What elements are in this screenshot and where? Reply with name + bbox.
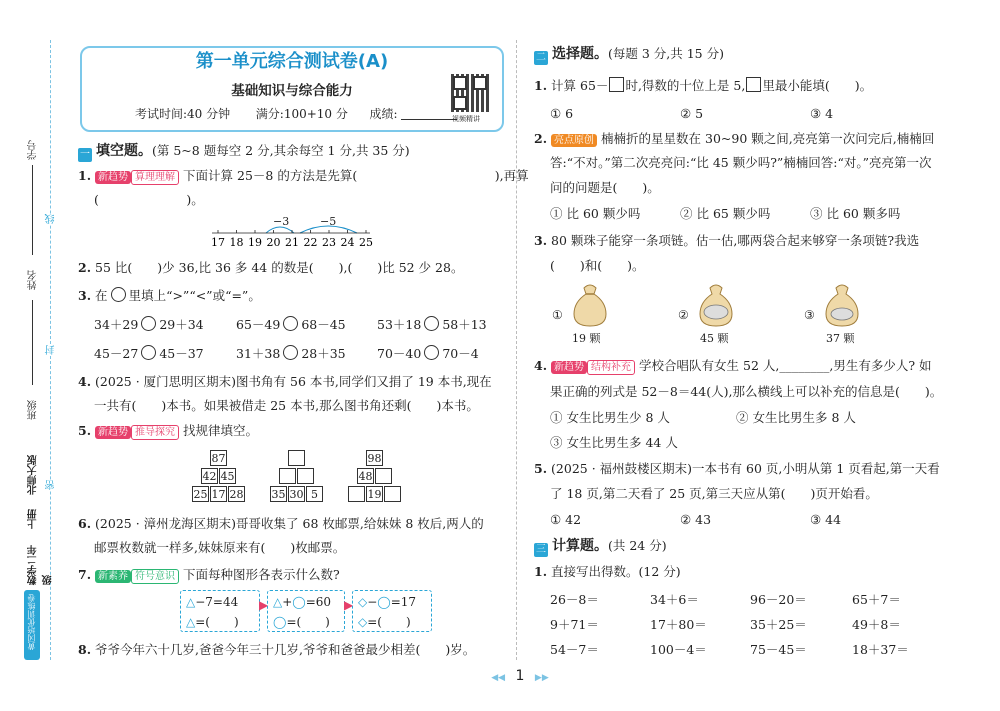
calc-item[interactable]: 65＋7＝ [852, 592, 901, 607]
s2-q5-line2: 了 18 页,第二天看了 25 页,第三天应从第( )页开始看。 [550, 486, 878, 501]
symbol-box-2 [267, 590, 345, 632]
s2-q3-line1 [534, 233, 919, 249]
sidebar-book-main: 数学二年级 [28, 545, 54, 585]
s1-q3-number: 3. [78, 288, 92, 303]
pyramid-1 [192, 450, 248, 506]
pyr-cell-blank[interactable] [297, 468, 314, 484]
compare-left: 70－40 [377, 346, 422, 361]
number-line-label: 18 [229, 236, 244, 249]
s2-q5-line1 [534, 461, 940, 477]
bead-bag-icon [694, 282, 738, 328]
compare-row-1c [377, 316, 487, 333]
qr-code[interactable] [451, 74, 489, 112]
calc-item[interactable]: 54－7＝ [550, 642, 599, 657]
s1-q1-line1 [78, 168, 529, 185]
sidebar-line-xingming [32, 300, 33, 385]
s1-q7-number: 7. [78, 567, 92, 582]
number-line-label: 17 [211, 236, 225, 249]
compare-row-1 [94, 316, 204, 333]
s2-q2-option[interactable]: ② 比 65 颗少吗 [680, 206, 771, 221]
number-line-label: 24 [340, 236, 355, 249]
s1-q1-tag-trend: 新趋势 [95, 171, 131, 184]
number-line-label: 25 [359, 236, 373, 249]
s2-q4-line2: 果正确的列式是 52－8＝44(人),那么横线上可以补充的信息是( )。 [550, 384, 943, 399]
s2-q1-text-c: 里最小能填( )。 [762, 78, 873, 93]
s2-q4-text: 学校合唱队有女生 52 人,________,男生有多少人? 如 [639, 358, 932, 373]
s1-q2 [78, 260, 463, 276]
s2-q1-option[interactable]: ③ 4 [810, 106, 834, 121]
exam-result-field[interactable] [401, 119, 457, 120]
jump-label-3: −3 [273, 215, 290, 228]
sidebar-label-banji: 班级 [28, 400, 39, 420]
s2-q4-option[interactable]: ① 女生比男生少 8 人 [550, 410, 670, 425]
s2-q2-line1 [534, 131, 934, 147]
s2-q4-option[interactable]: ② 女生比男生多 8 人 [736, 410, 856, 425]
sidebar-label-xuehao: 学号 [28, 140, 39, 160]
section3-title: 计算题。 [552, 538, 608, 554]
s1-q6-text: (2025 · 漳州龙海区期末)哥哥收集了 68 枚邮票,给妹妹 8 枚后,两人的 [95, 516, 484, 531]
s1-q2-text: 55 比( )少 36,比 36 多 44 的数是( ),( )比 52 少 28。 [95, 260, 464, 275]
exam-time: 考试时间:40 分钟 [135, 107, 231, 121]
compare-left: 53＋18 [377, 317, 422, 332]
pyr-cell: 45 [220, 470, 235, 483]
diamond-icon: ◇ [358, 615, 368, 629]
calc-item[interactable]: 9＋71＝ [550, 617, 599, 632]
sidebar-line-xuehao [32, 165, 33, 255]
bag-mark: ③ [804, 308, 815, 322]
s3-q1-text: 直接写出得数。(12 分) [551, 564, 681, 579]
s1-q8-number: 8. [78, 642, 92, 657]
compare-row-2c [377, 345, 479, 362]
pyr-cell: 19 [367, 488, 382, 501]
section2-icon: 二 [536, 52, 546, 63]
s3-q1 [534, 564, 681, 580]
bag-count: 19 颗 [572, 332, 601, 345]
qr-caption: 视频精讲 [452, 115, 480, 123]
calc-item[interactable]: 34＋6＝ [650, 592, 699, 607]
circle-icon: ◯ [273, 615, 287, 629]
s1-q7-tag-literacy: 新素养 [95, 570, 131, 583]
sidebar-mark-xian: 线 [46, 214, 57, 224]
s1-q1-line2: ( )。 [94, 192, 204, 207]
page-footer [480, 668, 560, 684]
compare-circle[interactable] [283, 345, 298, 360]
page-title: 第一单元综合测试卷(A) [195, 51, 389, 72]
jump-label-5: −5 [320, 215, 337, 228]
triangle-icon: △ [186, 615, 196, 629]
compare-right: 28＋35 [301, 346, 346, 361]
pyr-cell-blank[interactable] [384, 486, 401, 502]
section3-note: (共 24 分) [608, 538, 667, 553]
s1-q2-number: 2. [78, 260, 92, 275]
compare-circle[interactable] [424, 316, 439, 331]
s2-q2-option[interactable]: ① 比 60 颗少吗 [550, 206, 641, 221]
s1-q1-tag-topic: 算理理解 [131, 170, 179, 185]
s1-q5-number: 5. [78, 423, 92, 438]
box2-answer[interactable]: =( ) [286, 615, 330, 629]
pyr-cell: 98 [367, 452, 382, 465]
diamond-icon: ◇ [358, 595, 368, 609]
number-line [210, 211, 380, 251]
number-line-label: 19 [248, 236, 262, 249]
calc-item[interactable]: 100－4＝ [650, 642, 707, 657]
pyr-cell: 35 [271, 488, 286, 501]
exam-score: 满分:100+10 分 [255, 107, 348, 121]
section2-header [534, 46, 724, 65]
prev-page-icon: ◀◀ [491, 673, 506, 683]
pyr-cell: 42 [202, 470, 217, 483]
section1-icon: 一 [80, 149, 90, 160]
pyramid-3 [348, 450, 404, 506]
s2-q1-number: 1. [534, 78, 548, 93]
s2-q4-tag-trend: 新趋势 [551, 361, 587, 374]
s2-q5-option[interactable]: ① 42 [550, 512, 582, 527]
s1-q7-tag-topic: 符号意识 [131, 569, 179, 584]
arrow-icon: ▶ [344, 598, 354, 612]
s2-q4-option[interactable]: ③ 女生比男生多 44 人 [550, 435, 678, 450]
calc-item[interactable]: 26－8＝ [550, 592, 599, 607]
s1-q3-text-post: 里填上“>”“<”或“=”。 [128, 288, 261, 303]
pyr-cell: 17 [211, 488, 226, 501]
compare-row-1b [236, 316, 346, 333]
s1-q3-text-pre: 在 [95, 288, 108, 303]
number-line-label: 20 [266, 236, 281, 249]
pyramid-2 [270, 450, 326, 506]
number-line-label: 22 [303, 236, 318, 249]
bag-count: 37 颗 [826, 332, 855, 345]
s2-q3-text: 80 颗珠子能穿一条项链。估一估,哪两袋合起来够穿一条项链?我选 [551, 233, 920, 248]
s1-q4-line2: 一共有( )本书。如果被借走 25 本书,那么图书角还剩( )本书。 [94, 398, 479, 413]
pyr-cell: 25 [193, 488, 208, 501]
section3-icon: 三 [536, 544, 546, 555]
circle-icon: ◯ [292, 595, 306, 609]
calc-item[interactable]: 96－20＝ [750, 592, 807, 607]
symbol-box-1 [180, 590, 260, 632]
next-page-icon: ▶▶ [534, 673, 549, 683]
s2-q5-text: (2025 · 福州鼓楼区期末)一本书有 60 页,小明从第 1 页看起,第一天看 [551, 461, 940, 476]
bag-mark: ② [678, 308, 689, 322]
binding-sidebar [0, 0, 70, 711]
s2-q1-text-a: 计算 65－ [551, 78, 609, 93]
s1-q4-number: 4. [78, 374, 92, 389]
s2-q1-option[interactable]: ① 6 [550, 106, 574, 121]
s2-q5-number: 5. [534, 461, 548, 476]
s1-q5-tag-topic: 推导探究 [131, 425, 179, 440]
exam-result-label: 成绩: [369, 107, 398, 121]
section2-note: (每题 3 分,共 15 分) [608, 46, 724, 61]
section1-note: (第 5~8 题每空 2 分,其余每空 1 分,共 35 分) [152, 143, 410, 158]
s1-q8-text: 爷爷今年六十几岁,爸爸今年三十几岁,爷爷和爸爸最少相差( )岁。 [95, 642, 476, 657]
sidebar-mark-feng: 封 [46, 345, 57, 355]
s1-q5-text: 找规律填空。 [183, 423, 259, 438]
s2-q3-number: 3. [534, 233, 548, 248]
pyr-cell-blank[interactable] [375, 468, 392, 484]
circle-icon: ◯ [377, 595, 391, 609]
s1-q8 [78, 642, 475, 658]
exam-meta [135, 105, 457, 122]
box2-eq: =60 [305, 595, 332, 609]
arrow-icon: ▶ [259, 598, 269, 612]
calc-item[interactable]: 17＋80＝ [650, 617, 707, 632]
s2-q1-text-b: 时,得数的十位上是 5, [625, 78, 746, 93]
s2-q1-option[interactable]: ② 5 [680, 106, 704, 121]
bag-option-2[interactable] [678, 282, 758, 344]
square-blank[interactable] [609, 77, 624, 92]
circle-icon [111, 287, 126, 302]
s1-q7-text: 下面每种图形各表示什么数? [183, 567, 340, 582]
page-number: 1 [515, 668, 525, 684]
s1-q3 [78, 287, 261, 304]
s2-q4-line1 [534, 358, 932, 375]
sidebar-mark-mi: 密 [46, 480, 57, 490]
section1-header [78, 143, 410, 162]
compare-left: 34＋29 [94, 317, 139, 332]
compare-right: 68－45 [301, 317, 346, 332]
s1-q5-tag-trend: 新趋势 [95, 426, 131, 439]
s2-q4-tag-topic: 结构补充 [587, 360, 635, 375]
bead-bag-icon [568, 282, 612, 328]
number-line-label: 21 [285, 236, 299, 249]
section1-title: 填空题。 [96, 143, 152, 159]
triangle-icon: △ [186, 595, 196, 609]
s2-q2-number: 2. [534, 131, 548, 146]
pyr-cell: 30 [289, 488, 304, 501]
triangle-icon: △ [273, 595, 283, 609]
s2-q5-option[interactable]: ② 43 [680, 512, 712, 527]
calc-item[interactable]: 18＋37＝ [852, 642, 909, 657]
compare-right: 29＋34 [159, 317, 204, 332]
square-blank[interactable] [746, 77, 761, 92]
s1-q6-line1 [78, 516, 484, 532]
s2-q4-number: 4. [534, 358, 548, 373]
s3-q1-number: 1. [534, 564, 548, 579]
section2-title: 选择题。 [552, 46, 608, 62]
sidebar-brand: 黄冈培优训练卷 [27, 594, 36, 650]
number-line-label: 23 [322, 236, 336, 249]
s1-q7 [78, 567, 340, 584]
compare-circle[interactable] [141, 316, 156, 331]
box1-eq: −7=44 [195, 595, 239, 609]
s2-q2-option[interactable]: ③ 比 60 颗多吗 [810, 206, 901, 221]
calc-item[interactable]: 75－45＝ [750, 642, 807, 657]
box1-answer[interactable]: =( ) [195, 615, 239, 629]
page-subtitle: 基础知识与综合能力 [231, 83, 353, 99]
bag-count: 45 颗 [700, 332, 729, 345]
compare-circle[interactable] [141, 345, 156, 360]
bag-option-1[interactable] [552, 282, 632, 344]
pyr-cell: 5 [306, 486, 323, 502]
pyr-cell-blank[interactable] [288, 450, 305, 466]
compare-row-2b [236, 345, 346, 362]
box3-op: − [367, 595, 378, 609]
compare-left: 65－49 [236, 317, 281, 332]
s2-q3-line2: ( )和( )。 [550, 258, 645, 273]
s2-q2-line2: 答:“不对。”第二次亮亮问:“比 45 颗少吗?”楠楠回答:“对。”亮亮第一次 [550, 155, 932, 170]
compare-row-2 [94, 345, 204, 362]
s2-q2-text: 楠楠折的星星数在 30~90 颗之间,亮亮第一次问完后,楠楠回 [601, 131, 935, 146]
box3-answer[interactable]: =( ) [367, 615, 411, 629]
s2-q5-option[interactable]: ③ 44 [810, 512, 842, 527]
s1-q1-text: 下面计算 25－8 的方法是先算( ),再算 [183, 168, 529, 183]
bead-bag-icon [820, 282, 864, 328]
sidebar-book-version: 北师大版 [28, 455, 39, 495]
sidebar-label-xingming: 姓名 [28, 270, 39, 290]
compare-circle[interactable] [424, 345, 439, 360]
pyr-cell: 48 [358, 470, 373, 483]
box2-op: + [282, 595, 293, 609]
s1-q4-text: (2025 · 厦门思明区期末)图书角有 56 本书,同学们又捐了 19 本书,现在 [95, 374, 492, 389]
s2-q2-line3: 问的问题是( )。 [550, 180, 660, 195]
compare-right: 58＋13 [442, 317, 487, 332]
sidebar-brand-badge [24, 590, 40, 660]
compare-left: 45－27 [94, 346, 139, 361]
s1-q6-number: 6. [78, 516, 92, 531]
box3-eq: =17 [390, 595, 417, 609]
compare-circle[interactable] [283, 316, 298, 331]
bag-option-3[interactable] [804, 282, 884, 344]
pyr-cell-blank[interactable] [279, 468, 296, 484]
symbol-box-3 [352, 590, 432, 632]
pyr-cell: 87 [211, 452, 226, 465]
s2-q2-tag-original: 亮点原创 [551, 134, 597, 147]
compare-left: 31＋38 [236, 346, 281, 361]
section3-header [534, 538, 667, 557]
compare-right: 70－4 [442, 346, 479, 361]
calc-item[interactable]: 35＋25＝ [750, 617, 807, 632]
pyr-cell: 28 [229, 488, 244, 501]
s1-q6-line2: 邮票枚数就一样多,妹妹原来有( )枚邮票。 [94, 540, 346, 555]
s2-q1 [534, 77, 872, 94]
compare-right: 45－37 [159, 346, 204, 361]
pyr-cell-blank[interactable] [348, 486, 365, 502]
sidebar-book-info [24, 455, 54, 585]
s1-q4-line1 [78, 374, 492, 390]
calc-item[interactable]: 49＋8＝ [852, 617, 901, 632]
column-divider [516, 40, 517, 660]
sidebar-book-term: 上册 [28, 509, 39, 529]
s1-q1-number: 1. [78, 168, 92, 183]
bag-mark: ① [552, 308, 563, 322]
s1-q5 [78, 423, 258, 440]
